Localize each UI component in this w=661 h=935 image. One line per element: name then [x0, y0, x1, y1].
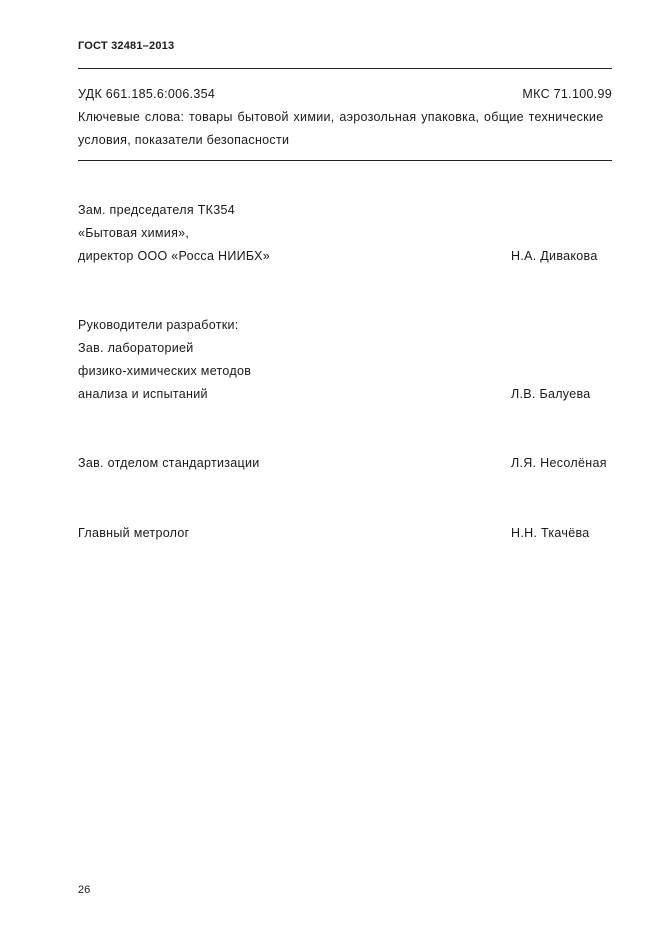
signatory-2-title-line-2: Зав. лабораторией	[78, 341, 194, 355]
top-divider	[78, 68, 612, 69]
udk-code: УДК 661.185.6:006.354	[78, 87, 216, 101]
document-header: ГОСТ 32481–2013	[78, 40, 175, 52]
page-number: 26	[78, 884, 91, 896]
signatory-1-title-line-2: «Бытовая химия»,	[78, 226, 190, 240]
signatory-4-title: Главный метролог	[78, 526, 190, 540]
signatory-2-title-line-3: физико-химических методов	[78, 364, 252, 378]
signatory-2-title-line-4: анализа и испытаний	[78, 387, 208, 401]
bottom-divider	[78, 160, 612, 161]
signatory-1-title-line-3: директор ООО «Росса НИИБХ»	[78, 249, 271, 263]
signatory-3-name: Л.Я. Несолёная	[511, 456, 607, 470]
signatory-1-title-line-1: Зам. председателя ТК354	[78, 203, 235, 217]
signatory-4-name: Н.Н. Ткачёва	[511, 526, 590, 540]
signatory-1-name: Н.А. Дивакова	[511, 249, 598, 263]
signatory-3-title: Зав. отделом стандартизации	[78, 456, 260, 470]
mks-code: МКС 71.100.99	[522, 87, 612, 101]
keywords-line-1: Ключевые слова: товары бытовой химии, аэрозольная упаковка, общие технические	[78, 110, 604, 124]
signatory-2-name: Л.В. Балуева	[511, 387, 591, 401]
signatory-2-title-line-1: Руководители разработки:	[78, 318, 239, 332]
keywords-line-2: условия, показатели безопасности	[78, 133, 290, 147]
